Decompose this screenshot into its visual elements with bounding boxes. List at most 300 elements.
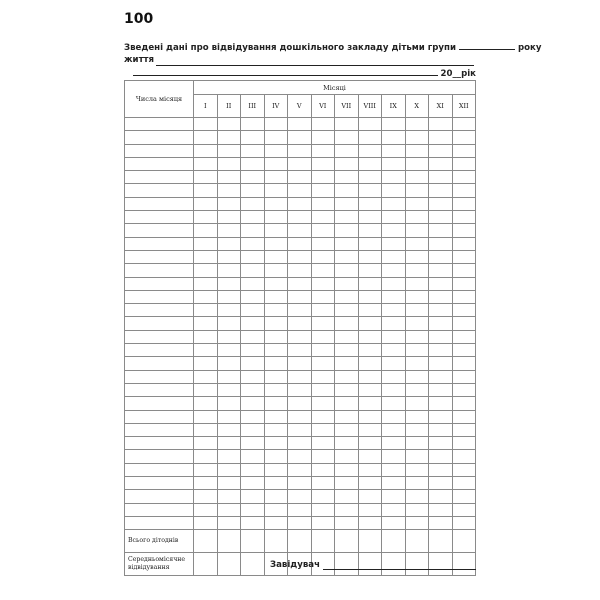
attendance-cell[interactable] [311,144,335,157]
attendance-cell[interactable] [264,516,288,529]
attendance-cell[interactable] [264,264,288,277]
attendance-cell[interactable] [241,463,265,476]
attendance-cell[interactable] [288,277,312,290]
attendance-cell[interactable] [405,304,429,317]
attendance-cell[interactable] [335,410,359,423]
attendance-cell[interactable] [429,423,453,436]
attendance-cell[interactable] [288,490,312,503]
day-number-cell[interactable] [125,344,194,357]
attendance-cell[interactable] [264,383,288,396]
total-cell[interactable] [335,530,359,553]
attendance-cell[interactable] [382,277,406,290]
attendance-cell[interactable] [382,144,406,157]
attendance-cell[interactable] [264,410,288,423]
total-cell[interactable] [194,530,218,553]
total-cell[interactable] [241,530,265,553]
attendance-cell[interactable] [358,118,382,131]
attendance-cell[interactable] [429,224,453,237]
attendance-cell[interactable] [264,450,288,463]
attendance-cell[interactable] [311,383,335,396]
attendance-cell[interactable] [335,503,359,516]
day-number-cell[interactable] [125,277,194,290]
attendance-cell[interactable] [288,211,312,224]
attendance-cell[interactable] [217,118,241,131]
attendance-cell[interactable] [311,171,335,184]
attendance-cell[interactable] [382,118,406,131]
day-number-cell[interactable] [125,477,194,490]
attendance-cell[interactable] [382,450,406,463]
attendance-cell[interactable] [405,224,429,237]
attendance-cell[interactable] [288,237,312,250]
attendance-cell[interactable] [217,237,241,250]
attendance-cell[interactable] [264,144,288,157]
day-number-cell[interactable] [125,237,194,250]
day-number-cell[interactable] [125,490,194,503]
attendance-cell[interactable] [429,503,453,516]
total-cell[interactable] [382,530,406,553]
attendance-cell[interactable] [335,224,359,237]
attendance-cell[interactable] [217,397,241,410]
attendance-cell[interactable] [358,277,382,290]
attendance-cell[interactable] [194,330,218,343]
attendance-cell[interactable] [217,317,241,330]
attendance-cell[interactable] [194,277,218,290]
attendance-cell[interactable] [311,118,335,131]
attendance-cell[interactable] [382,503,406,516]
attendance-cell[interactable] [264,224,288,237]
attendance-cell[interactable] [288,370,312,383]
attendance-cell[interactable] [452,516,476,529]
day-number-cell[interactable] [125,264,194,277]
attendance-cell[interactable] [241,490,265,503]
attendance-cell[interactable] [429,437,453,450]
day-number-cell[interactable] [125,171,194,184]
attendance-cell[interactable] [194,224,218,237]
attendance-cell[interactable] [311,477,335,490]
attendance-cell[interactable] [217,131,241,144]
attendance-cell[interactable] [311,330,335,343]
attendance-cell[interactable] [217,304,241,317]
day-number-cell[interactable] [125,370,194,383]
attendance-cell[interactable] [382,423,406,436]
attendance-cell[interactable] [311,197,335,210]
day-number-cell[interactable] [125,410,194,423]
attendance-cell[interactable] [311,437,335,450]
attendance-cell[interactable] [429,330,453,343]
day-number-cell[interactable] [125,516,194,529]
attendance-cell[interactable] [335,277,359,290]
attendance-cell[interactable] [194,144,218,157]
attendance-cell[interactable] [311,157,335,170]
attendance-cell[interactable] [241,237,265,250]
attendance-cell[interactable] [241,397,265,410]
attendance-cell[interactable] [358,237,382,250]
day-number-cell[interactable] [125,184,194,197]
attendance-cell[interactable] [241,171,265,184]
attendance-cell[interactable] [264,423,288,436]
attendance-cell[interactable] [241,144,265,157]
attendance-cell[interactable] [452,224,476,237]
attendance-cell[interactable] [429,463,453,476]
attendance-cell[interactable] [382,171,406,184]
attendance-cell[interactable] [264,197,288,210]
attendance-cell[interactable] [382,157,406,170]
attendance-cell[interactable] [288,477,312,490]
attendance-cell[interactable] [241,410,265,423]
attendance-cell[interactable] [194,423,218,436]
attendance-cell[interactable] [288,383,312,396]
attendance-cell[interactable] [452,370,476,383]
attendance-cell[interactable] [264,397,288,410]
attendance-cell[interactable] [264,118,288,131]
attendance-cell[interactable] [194,118,218,131]
attendance-cell[interactable] [194,344,218,357]
attendance-cell[interactable] [358,477,382,490]
attendance-cell[interactable] [358,423,382,436]
attendance-cell[interactable] [382,370,406,383]
attendance-cell[interactable] [429,131,453,144]
attendance-cell[interactable] [335,184,359,197]
attendance-cell[interactable] [335,157,359,170]
attendance-cell[interactable] [217,516,241,529]
attendance-cell[interactable] [405,437,429,450]
attendance-cell[interactable] [335,237,359,250]
day-number-cell[interactable] [125,290,194,303]
attendance-cell[interactable] [194,357,218,370]
attendance-cell[interactable] [429,357,453,370]
attendance-cell[interactable] [241,290,265,303]
attendance-cell[interactable] [405,264,429,277]
attendance-cell[interactable] [217,157,241,170]
attendance-cell[interactable] [288,423,312,436]
attendance-cell[interactable] [429,118,453,131]
attendance-cell[interactable] [358,410,382,423]
attendance-cell[interactable] [194,397,218,410]
attendance-cell[interactable] [264,330,288,343]
attendance-cell[interactable] [241,477,265,490]
attendance-cell[interactable] [241,157,265,170]
attendance-cell[interactable] [241,304,265,317]
attendance-cell[interactable] [288,437,312,450]
attendance-cell[interactable] [452,237,476,250]
attendance-cell[interactable] [429,344,453,357]
attendance-cell[interactable] [241,317,265,330]
day-number-cell[interactable] [125,250,194,263]
attendance-cell[interactable] [429,237,453,250]
attendance-cell[interactable] [452,423,476,436]
attendance-cell[interactable] [194,171,218,184]
attendance-cell[interactable] [382,463,406,476]
attendance-cell[interactable] [358,224,382,237]
attendance-cell[interactable] [335,344,359,357]
attendance-cell[interactable] [194,264,218,277]
attendance-cell[interactable] [311,490,335,503]
attendance-cell[interactable] [241,344,265,357]
attendance-cell[interactable] [335,450,359,463]
attendance-cell[interactable] [405,477,429,490]
attendance-cell[interactable] [335,370,359,383]
attendance-cell[interactable] [194,211,218,224]
total-cell[interactable] [452,530,476,553]
attendance-cell[interactable] [358,211,382,224]
attendance-cell[interactable] [194,184,218,197]
attendance-cell[interactable] [429,383,453,396]
attendance-cell[interactable] [452,250,476,263]
attendance-cell[interactable] [405,370,429,383]
attendance-cell[interactable] [382,131,406,144]
attendance-cell[interactable] [288,224,312,237]
attendance-cell[interactable] [335,250,359,263]
attendance-cell[interactable] [311,410,335,423]
attendance-cell[interactable] [264,171,288,184]
attendance-cell[interactable] [264,211,288,224]
attendance-cell[interactable] [452,357,476,370]
attendance-cell[interactable] [311,184,335,197]
attendance-cell[interactable] [405,397,429,410]
attendance-cell[interactable] [452,477,476,490]
attendance-cell[interactable] [217,250,241,263]
attendance-cell[interactable] [311,277,335,290]
attendance-cell[interactable] [429,171,453,184]
attendance-cell[interactable] [452,490,476,503]
attendance-cell[interactable] [194,157,218,170]
attendance-cell[interactable] [335,197,359,210]
attendance-cell[interactable] [429,317,453,330]
attendance-cell[interactable] [241,197,265,210]
attendance-cell[interactable] [358,503,382,516]
attendance-cell[interactable] [335,131,359,144]
attendance-cell[interactable] [382,516,406,529]
attendance-cell[interactable] [217,477,241,490]
attendance-cell[interactable] [335,397,359,410]
attendance-cell[interactable] [194,477,218,490]
total-cell[interactable] [405,530,429,553]
attendance-cell[interactable] [311,450,335,463]
attendance-cell[interactable] [405,171,429,184]
attendance-cell[interactable] [405,277,429,290]
attendance-cell[interactable] [311,304,335,317]
attendance-cell[interactable] [217,197,241,210]
attendance-cell[interactable] [241,383,265,396]
attendance-cell[interactable] [382,317,406,330]
attendance-cell[interactable] [288,304,312,317]
attendance-cell[interactable] [335,463,359,476]
attendance-cell[interactable] [241,184,265,197]
attendance-cell[interactable] [358,197,382,210]
attendance-cell[interactable] [335,118,359,131]
attendance-cell[interactable] [217,211,241,224]
attendance-cell[interactable] [358,450,382,463]
attendance-cell[interactable] [405,157,429,170]
attendance-cell[interactable] [311,344,335,357]
attendance-cell[interactable] [335,330,359,343]
total-cell[interactable] [358,530,382,553]
attendance-cell[interactable] [335,490,359,503]
attendance-cell[interactable] [358,264,382,277]
attendance-cell[interactable] [452,317,476,330]
total-cell[interactable] [288,530,312,553]
attendance-cell[interactable] [194,490,218,503]
attendance-cell[interactable] [452,503,476,516]
attendance-cell[interactable] [452,344,476,357]
attendance-cell[interactable] [217,490,241,503]
attendance-cell[interactable] [217,463,241,476]
attendance-cell[interactable] [405,317,429,330]
attendance-cell[interactable] [194,370,218,383]
attendance-cell[interactable] [194,516,218,529]
attendance-cell[interactable] [217,370,241,383]
attendance-cell[interactable] [382,237,406,250]
attendance-cell[interactable] [429,277,453,290]
attendance-cell[interactable] [382,304,406,317]
attendance-cell[interactable] [382,344,406,357]
attendance-cell[interactable] [405,250,429,263]
attendance-cell[interactable] [288,171,312,184]
attendance-cell[interactable] [264,370,288,383]
attendance-cell[interactable] [429,304,453,317]
attendance-cell[interactable] [452,437,476,450]
attendance-cell[interactable] [264,357,288,370]
attendance-cell[interactable] [452,197,476,210]
day-number-cell[interactable] [125,450,194,463]
attendance-cell[interactable] [452,264,476,277]
attendance-cell[interactable] [358,357,382,370]
attendance-cell[interactable] [311,397,335,410]
attendance-cell[interactable] [358,157,382,170]
attendance-cell[interactable] [217,224,241,237]
attendance-cell[interactable] [194,131,218,144]
attendance-cell[interactable] [335,437,359,450]
attendance-cell[interactable] [194,237,218,250]
attendance-cell[interactable] [311,370,335,383]
attendance-cell[interactable] [358,171,382,184]
attendance-cell[interactable] [217,344,241,357]
attendance-cell[interactable] [335,317,359,330]
attendance-cell[interactable] [358,437,382,450]
attendance-cell[interactable] [382,383,406,396]
attendance-cell[interactable] [264,290,288,303]
attendance-cell[interactable] [241,224,265,237]
attendance-cell[interactable] [241,370,265,383]
attendance-cell[interactable] [264,503,288,516]
attendance-cell[interactable] [452,290,476,303]
day-number-cell[interactable] [125,211,194,224]
attendance-cell[interactable] [405,423,429,436]
attendance-cell[interactable] [429,250,453,263]
attendance-cell[interactable] [405,463,429,476]
attendance-cell[interactable] [288,184,312,197]
attendance-cell[interactable] [311,463,335,476]
attendance-cell[interactable] [452,118,476,131]
attendance-cell[interactable] [217,184,241,197]
attendance-cell[interactable] [382,477,406,490]
attendance-cell[interactable] [382,410,406,423]
day-number-cell[interactable] [125,397,194,410]
attendance-cell[interactable] [405,144,429,157]
attendance-cell[interactable] [429,211,453,224]
attendance-cell[interactable] [311,516,335,529]
day-number-cell[interactable] [125,224,194,237]
attendance-cell[interactable] [311,250,335,263]
attendance-cell[interactable] [382,250,406,263]
attendance-cell[interactable] [429,370,453,383]
attendance-cell[interactable] [335,516,359,529]
attendance-cell[interactable] [194,250,218,263]
day-number-cell[interactable] [125,383,194,396]
attendance-cell[interactable] [194,317,218,330]
attendance-cell[interactable] [288,131,312,144]
attendance-cell[interactable] [288,450,312,463]
attendance-cell[interactable] [382,211,406,224]
attendance-cell[interactable] [194,463,218,476]
attendance-cell[interactable] [311,357,335,370]
attendance-cell[interactable] [358,330,382,343]
attendance-cell[interactable] [241,450,265,463]
attendance-cell[interactable] [264,131,288,144]
attendance-cell[interactable] [335,290,359,303]
attendance-cell[interactable] [405,357,429,370]
attendance-cell[interactable] [452,463,476,476]
attendance-cell[interactable] [288,264,312,277]
attendance-cell[interactable] [241,118,265,131]
total-cell[interactable] [311,530,335,553]
attendance-cell[interactable] [288,290,312,303]
attendance-cell[interactable] [311,503,335,516]
attendance-cell[interactable] [288,118,312,131]
attendance-cell[interactable] [358,344,382,357]
attendance-cell[interactable] [217,410,241,423]
day-number-cell[interactable] [125,503,194,516]
attendance-cell[interactable] [405,118,429,131]
day-number-cell[interactable] [125,317,194,330]
day-number-cell[interactable] [125,463,194,476]
attendance-cell[interactable] [405,410,429,423]
attendance-cell[interactable] [311,290,335,303]
attendance-cell[interactable] [264,437,288,450]
attendance-cell[interactable] [452,131,476,144]
attendance-cell[interactable] [429,144,453,157]
attendance-cell[interactable] [217,290,241,303]
attendance-cell[interactable] [358,144,382,157]
attendance-cell[interactable] [405,197,429,210]
attendance-cell[interactable] [429,450,453,463]
attendance-cell[interactable] [429,477,453,490]
attendance-cell[interactable] [405,383,429,396]
attendance-cell[interactable] [217,264,241,277]
attendance-cell[interactable] [358,250,382,263]
attendance-cell[interactable] [382,264,406,277]
attendance-cell[interactable] [288,410,312,423]
attendance-cell[interactable] [358,370,382,383]
attendance-cell[interactable] [358,304,382,317]
attendance-cell[interactable] [382,197,406,210]
attendance-cell[interactable] [452,383,476,396]
total-cell[interactable] [264,530,288,553]
attendance-cell[interactable] [241,264,265,277]
day-number-cell[interactable] [125,118,194,131]
attendance-cell[interactable] [429,264,453,277]
attendance-cell[interactable] [429,490,453,503]
attendance-cell[interactable] [358,383,382,396]
attendance-cell[interactable] [405,237,429,250]
attendance-cell[interactable] [288,250,312,263]
attendance-cell[interactable] [217,383,241,396]
day-number-cell[interactable] [125,157,194,170]
day-number-cell[interactable] [125,357,194,370]
attendance-cell[interactable] [241,250,265,263]
attendance-cell[interactable] [241,277,265,290]
attendance-cell[interactable] [194,304,218,317]
